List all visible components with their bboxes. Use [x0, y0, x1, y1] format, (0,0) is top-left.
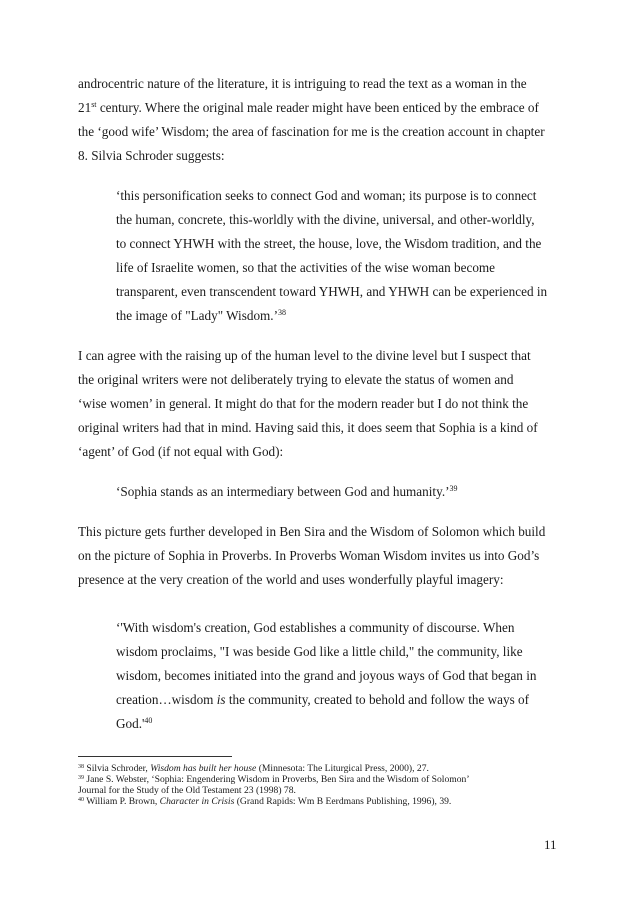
paragraph-2-line-2: the original writers were not deliberately trying to elevate the status of women and — [78, 372, 514, 387]
quote-1-line-5: transparent, even transcendent toward YHWH, and YHWH can be experienced in — [116, 284, 548, 299]
quote-3-line-1: ‘'With wisdom's creation, God establishes a community of discourse. When — [116, 620, 515, 635]
paragraph-1-line-1: androcentric nature of the literature, it is intriguing to read the text as a woman in the — [78, 76, 527, 91]
paragraph-2-line-5: ‘agent’ of God (if not equal with God): — [78, 444, 284, 459]
footnote-40: $^{40}$ William P. Brown, Character in Crisis (Grand Rapids: Wm B Eerdmans Publishing, 1996), 39. — [78, 796, 452, 807]
paragraph-2-line-4: original writers had that in mind. Having said this, it does seem that Sophia is a kind of — [78, 420, 538, 435]
footnote-ref-38: 38 — [277, 308, 286, 317]
paragraph-1-line-4: 8. Silvia Schroder suggests: — [78, 148, 225, 163]
ordinal-suffix: st — [91, 100, 97, 109]
paragraph-2-line-3: ‘wise women’ in general. It might do that for the modern reader but I do not think the — [78, 396, 529, 411]
quote-3-line-3: wisdom, becomes initiated into the grand and joyous ways of God that began in — [116, 668, 537, 683]
footnote-38: $^{38}$ Silvia Schroder, Wisdom has built her house (Minnesota: The Liturgical Press, 2000), 27. — [78, 763, 429, 774]
paragraph-2-line-1: I can agree with the raising up of the human level to the divine level but I suspect that — [78, 348, 531, 363]
footnote-separator — [78, 756, 232, 757]
footnote-39-continued: Journal for the Study of the Old Testament 23 (1998) 78. — [78, 785, 296, 796]
quote-3-line-2: wisdom proclaims, "I was beside God like a little child," the community, like — [116, 644, 523, 659]
footnote-ref-40: 40 — [144, 716, 153, 725]
paragraph-3-line-1: This picture gets further developed in Ben Sira and the Wisdom of Solomon which build — [78, 524, 546, 539]
paragraph-1-line-3: the ‘good wife’ Wisdom; the area of fascination for me is the creation account in chapter — [78, 124, 545, 139]
footnote-39: $^{39}$ Jane S. Webster, ‘Sophia: Engendering Wisdom in Proverbs, Ben Sira and the Wisdom of Solomon’ — [78, 774, 470, 785]
quote-1-line-3: to connect YHWH with the street, the house, love, the Wisdom tradition, and the — [116, 236, 542, 251]
paragraph-3-line-3: presence at the very creation of the world and uses wonderfully playful imagery: — [78, 572, 504, 587]
quote-3-line-4: creation…wisdom is the community, created to behold and follow the ways of — [116, 692, 529, 707]
quote-1-line-6: the image of "Lady" Wisdom.’$^{38}$ — [116, 308, 286, 323]
quote-2-line-1: ‘Sophia stands as an intermediary between God and humanity.’$^{39}$ — [116, 484, 458, 499]
page-number: 11 — [544, 837, 557, 852]
quote-3-line-5: $God.'^{40}$ — [116, 716, 153, 731]
quote-1-line-1: ‘this personification seeks to connect God and woman; its purpose is to connect — [116, 188, 537, 203]
footnote-ref-39: 39 — [449, 484, 458, 493]
quote-1-line-4: life of Israelite women, so that the activities of the wise woman become — [116, 260, 496, 275]
paragraph-1-line-2: 21st century. Where the original male reader might have been enticed by the embrace of — [78, 100, 539, 115]
quote-1-line-2: the human, concrete, this-worldly with the divine, universal, and other-worldly, — [116, 212, 535, 227]
paragraph-3-line-2: on the picture of Sophia in Proverbs. In Proverbs Woman Wisdom invites us into God’s — [78, 548, 540, 563]
